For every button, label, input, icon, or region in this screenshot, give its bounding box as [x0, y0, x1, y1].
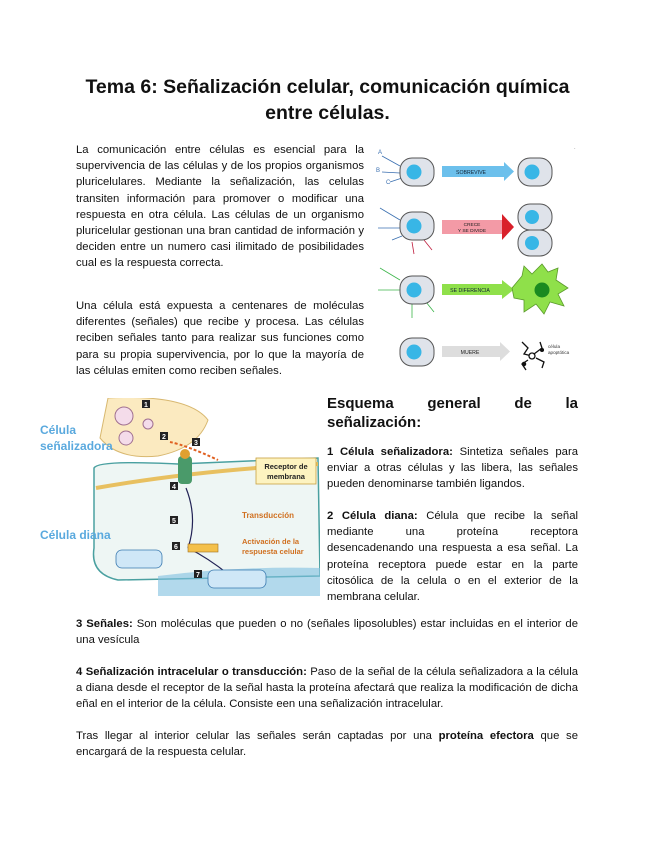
label-crece: CRECE [463, 223, 481, 228]
label-receptor-1: Receptor de [264, 462, 308, 471]
final-pre: Tras llegar al interior celular las señales serán captadas por una [76, 730, 439, 742]
item-4-label: 4 Señalización intracelular o transducción: [76, 666, 307, 678]
item-2-text: Célula que recibe la señal mediante una proteína receptora desencadenando una respuesta a esa señal. La proteína receptora puede estar en la parte citosólica de la celula o en el exterior de la membrana celular. [327, 510, 578, 604]
intro-paragraph-2: Una célula está expuesta a centenares de moléculas diferentes (señales) que recibe y procesa. Las células reciben señales tanto para realizar sus funciones como para su propia supervivencia, por lo que la mayoría de las células emiten como reciben señales. [76, 300, 364, 377]
svg-text:·: · [574, 146, 576, 152]
label-celula-diana: Célula diana [40, 528, 111, 542]
item-1 [327, 444, 578, 493]
row-diferencia [378, 264, 568, 318]
final-paragraph [76, 728, 578, 760]
svg-text:3: 3 [194, 440, 198, 447]
label-activacion-2: respuesta celular [242, 547, 304, 556]
membrane-receptor [178, 456, 192, 484]
signal-letter-c: C [386, 180, 391, 186]
final-post: que se encargará de la respuesta celular. [76, 730, 578, 759]
final-bold: proteína efectora [438, 730, 534, 742]
svg-text:2: 2 [162, 434, 166, 441]
row-crece [378, 204, 552, 256]
label-activacion-1: Activación de la [242, 537, 300, 546]
row-sobrevive [376, 146, 576, 186]
cell-fates-figure [372, 142, 584, 382]
svg-text:4: 4 [172, 484, 176, 491]
label-apoptotica: apoptótica [548, 350, 570, 355]
intro-paragraph-1: La comunicación entre células es esencial para la supervivencia de las células y de los propios organismos pluricelulares. Mediante la señalización, las celulas transiten información para promover o modificar una respuesta en otra célula. Las células de un organismo pluricelular gestionan una bran cantidad de información y deciden entre un numero casi ilimitado de posibilidades cual es la respuesta correcta. [76, 144, 364, 270]
label-muere: MUERE [460, 350, 480, 356]
signal-letter-b: B [376, 168, 381, 174]
section-heading-line-1: Esquema general de la [327, 395, 578, 412]
label-transduccion: Transducción [242, 511, 295, 520]
label-sobrevive: SOBREVIVE [456, 170, 486, 176]
item-4 [76, 664, 578, 713]
label-celula-senalizadora-1: Célula [40, 423, 77, 437]
item-3-text: Son moléculas que pueden o no (señales liposolubles) estar incluidas en el interior de una vesícula [76, 618, 578, 647]
label-celula: célula [548, 344, 561, 349]
item-2 [327, 508, 578, 605]
svg-text:7: 7 [196, 572, 200, 579]
label-y-se-divide: Y SE DIVIDE [457, 229, 487, 234]
item-3-label: 3 Señales: [76, 618, 133, 630]
item-1-label: 1 Célula señalizadora: [327, 446, 453, 458]
signal-letter-a: A [378, 150, 383, 156]
svg-text:1: 1 [144, 402, 148, 409]
apoptotic-cell [522, 342, 544, 370]
item-4-text: Paso de la señal de la célula señalizadora a la célula a diana desde el receptor de la señal hasta la proteína afectará que realiza la modificación de dicha eñal en el interior de la célula. Consiste een una señalización intracelular. [76, 666, 578, 711]
label-receptor-2: membrana [267, 472, 305, 481]
page-title: Tema 6: Señalización celular, comunicación química entre células. [85, 76, 570, 124]
svg-text:5: 5 [172, 518, 176, 525]
row-muere [400, 338, 570, 370]
section-heading-line-2: señalización: [327, 414, 422, 431]
item-1-text: Sintetiza señales para enviar a otras células y las libera, las señales pueden denominarse también ligandos. [327, 446, 578, 491]
label-celula-senalizadora-2: señalizadora [40, 439, 113, 453]
signaling-scheme-figure [38, 398, 320, 596]
label-diferencia: SE DIFERENCIA [450, 288, 490, 294]
item-3 [76, 616, 578, 648]
item-2-label: 2 Célula diana: [327, 510, 418, 522]
svg-text:6: 6 [174, 544, 178, 551]
nucleus [407, 165, 422, 180]
